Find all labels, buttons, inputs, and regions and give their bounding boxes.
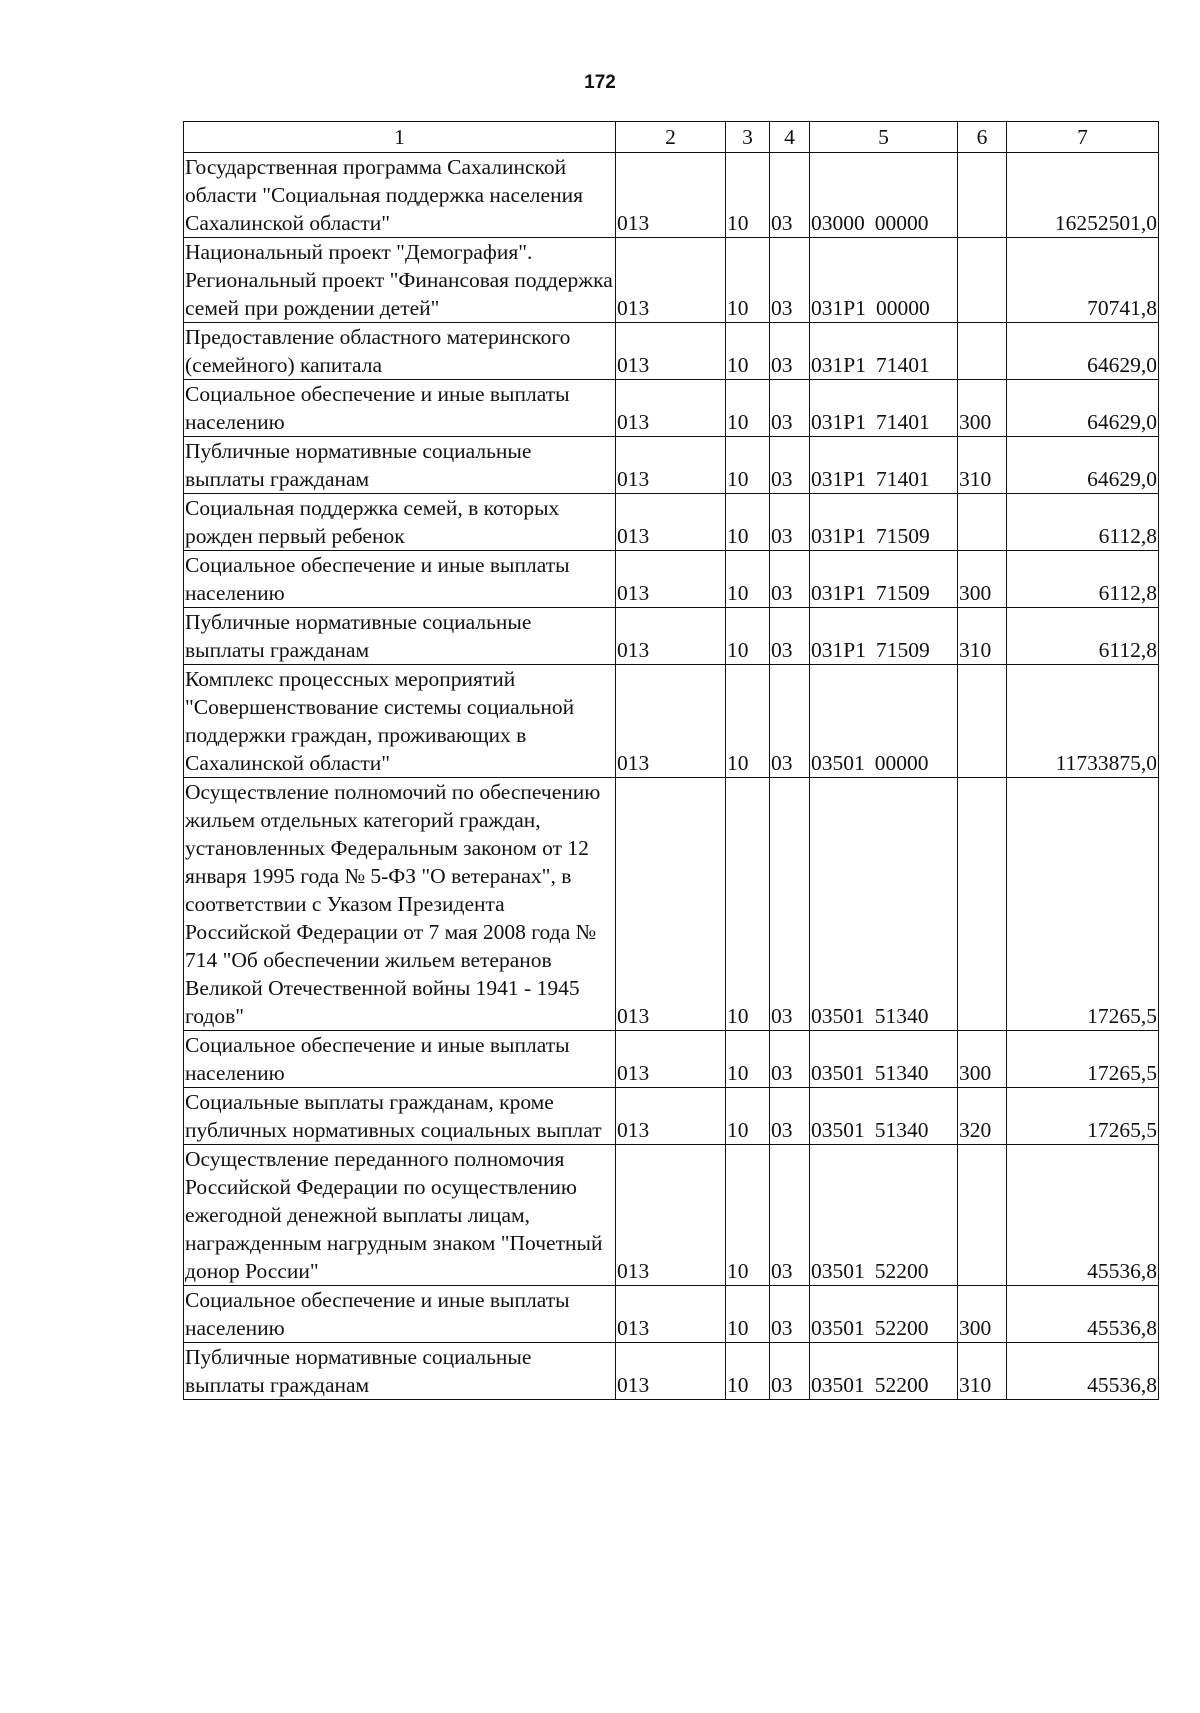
row-col-5 — [810, 1031, 958, 1088]
table-row — [184, 380, 1159, 437]
table-row — [184, 608, 1159, 665]
row-col-5 — [810, 1145, 958, 1286]
row-col-5 — [810, 778, 958, 1031]
direction-code: 71509 — [875, 638, 930, 662]
row-col-6: 310 — [958, 437, 1007, 494]
row-amount: 64629,0 — [1007, 323, 1159, 380]
row-name: Социальные выплаты гражданам, кроме публичных нормативных социальных выплат — [184, 1088, 616, 1145]
target-code: 03501 — [811, 1118, 865, 1142]
header-cell-6: 6 — [958, 122, 1007, 153]
header-cell-1: 1 — [184, 122, 616, 153]
row-name: Публичные нормативные социальные выплаты гражданам — [184, 437, 616, 494]
row-name: Социальное обеспечение и иные выплаты населению — [184, 1286, 616, 1343]
row-col-5 — [810, 608, 958, 665]
header-row — [184, 122, 1159, 153]
target-code: 03501 — [811, 751, 865, 775]
row-col-6 — [958, 1145, 1007, 1286]
target-code: 031Р1 — [811, 467, 866, 491]
row-col-6 — [958, 665, 1007, 778]
table-row — [184, 238, 1159, 323]
row-col-3: 10 — [726, 1088, 770, 1145]
row-name: Предоставление областного материнского (семейного) капитала — [184, 323, 616, 380]
row-col-4: 03 — [770, 1088, 810, 1145]
row-col-2: 013 — [616, 238, 726, 323]
row-col-4: 03 — [770, 1031, 810, 1088]
row-col-5 — [810, 494, 958, 551]
table-body — [184, 153, 1159, 1400]
header-cell-4: 4 — [770, 122, 810, 153]
direction-code: 51340 — [874, 1004, 929, 1028]
row-col-2: 013 — [616, 1145, 726, 1286]
row-col-4: 03 — [770, 608, 810, 665]
row-col-5 — [810, 380, 958, 437]
row-col-3: 10 — [726, 238, 770, 323]
table-row — [184, 1145, 1159, 1286]
table-row — [184, 1343, 1159, 1400]
direction-code: 51340 — [874, 1118, 929, 1142]
row-name: Публичные нормативные социальные выплаты гражданам — [184, 1343, 616, 1400]
row-col-3: 10 — [726, 437, 770, 494]
row-col-4: 03 — [770, 238, 810, 323]
row-name: Осуществление переданного полномочия Российской Федерации по осуществлению ежегодной денежной выплаты лицам, награжденным нагрудным знаком "Почетный донор России" — [184, 1145, 616, 1286]
row-col-2: 013 — [616, 1343, 726, 1400]
row-col-2: 013 — [616, 778, 726, 1031]
row-col-5 — [810, 153, 958, 238]
target-code: 031Р1 — [811, 524, 866, 548]
row-amount: 45536,8 — [1007, 1145, 1159, 1286]
row-col-4: 03 — [770, 1145, 810, 1286]
row-amount: 45536,8 — [1007, 1343, 1159, 1400]
row-col-6 — [958, 238, 1007, 323]
row-col-4: 03 — [770, 153, 810, 238]
direction-code: 71509 — [875, 524, 930, 548]
header-cell-5: 5 — [810, 122, 958, 153]
target-code: 031Р1 — [811, 638, 866, 662]
row-col-3: 10 — [726, 323, 770, 380]
budget-table — [183, 121, 1159, 1400]
row-col-6: 310 — [958, 608, 1007, 665]
target-code: 03501 — [811, 1373, 865, 1397]
row-col-5 — [810, 665, 958, 778]
row-col-3: 10 — [726, 1145, 770, 1286]
row-col-2: 013 — [616, 1286, 726, 1343]
table-row — [184, 1286, 1159, 1343]
table-row — [184, 437, 1159, 494]
row-col-6: 320 — [958, 1088, 1007, 1145]
row-col-4: 03 — [770, 1286, 810, 1343]
row-amount: 17265,5 — [1007, 1088, 1159, 1145]
row-name: Публичные нормативные социальные выплаты гражданам — [184, 608, 616, 665]
target-code: 031Р1 — [811, 410, 866, 434]
row-col-4: 03 — [770, 665, 810, 778]
row-col-2: 013 — [616, 551, 726, 608]
target-code: 03000 — [811, 211, 865, 235]
page-number: 172 — [584, 72, 616, 93]
table-row — [184, 665, 1159, 778]
direction-code: 71401 — [875, 353, 930, 377]
row-col-6 — [958, 323, 1007, 380]
row-col-2: 013 — [616, 323, 726, 380]
row-name: Социальная поддержка семей, в которых рожден первый ребенок — [184, 494, 616, 551]
row-col-4: 03 — [770, 437, 810, 494]
row-amount: 17265,5 — [1007, 778, 1159, 1031]
row-name: Социальное обеспечение и иные выплаты населению — [184, 551, 616, 608]
row-col-4: 03 — [770, 380, 810, 437]
row-amount: 11733875,0 — [1007, 665, 1159, 778]
row-col-5 — [810, 238, 958, 323]
row-amount: 64629,0 — [1007, 380, 1159, 437]
direction-code: 71509 — [875, 581, 930, 605]
header-cell-2: 2 — [616, 122, 726, 153]
row-amount: 17265,5 — [1007, 1031, 1159, 1088]
row-col-5 — [810, 551, 958, 608]
row-col-3: 10 — [726, 380, 770, 437]
row-col-6: 300 — [958, 1031, 1007, 1088]
row-amount: 64629,0 — [1007, 437, 1159, 494]
header-cell-7: 7 — [1007, 122, 1159, 153]
table-row — [184, 1088, 1159, 1145]
table-row — [184, 778, 1159, 1031]
row-amount: 70741,8 — [1007, 238, 1159, 323]
row-name: Социальное обеспечение и иные выплаты населению — [184, 380, 616, 437]
row-col-4: 03 — [770, 551, 810, 608]
direction-code: 52200 — [874, 1373, 929, 1397]
row-col-6: 310 — [958, 1343, 1007, 1400]
header-cell-3: 3 — [726, 122, 770, 153]
row-amount: 6112,8 — [1007, 494, 1159, 551]
row-col-2: 013 — [616, 1031, 726, 1088]
table-row — [184, 153, 1159, 238]
target-code: 031Р1 — [811, 353, 866, 377]
row-col-6: 300 — [958, 380, 1007, 437]
direction-code: 71401 — [875, 467, 930, 491]
row-col-4: 03 — [770, 1343, 810, 1400]
row-col-5 — [810, 1286, 958, 1343]
row-amount: 6112,8 — [1007, 551, 1159, 608]
row-name: Комплекс процессных мероприятий "Совершенствование системы социальной поддержки граждан, проживающих в Сахалинской области" — [184, 665, 616, 778]
target-code: 03501 — [811, 1316, 865, 1340]
row-col-3: 10 — [726, 778, 770, 1031]
row-col-4: 03 — [770, 494, 810, 551]
target-code: 03501 — [811, 1004, 865, 1028]
row-col-3: 10 — [726, 1286, 770, 1343]
row-col-3: 10 — [726, 1343, 770, 1400]
row-col-2: 013 — [616, 608, 726, 665]
row-col-2: 013 — [616, 665, 726, 778]
row-col-6: 300 — [958, 1286, 1007, 1343]
row-col-5 — [810, 1088, 958, 1145]
direction-code: 52200 — [874, 1259, 929, 1283]
target-code: 03501 — [811, 1061, 865, 1085]
row-col-4: 03 — [770, 778, 810, 1031]
row-col-2: 013 — [616, 1088, 726, 1145]
row-col-4: 03 — [770, 323, 810, 380]
row-col-3: 10 — [726, 551, 770, 608]
row-name: Государственная программа Сахалинской области "Социальная поддержка населения Сахалинской области" — [184, 153, 616, 238]
target-code: 031Р1 — [811, 581, 866, 605]
row-col-5 — [810, 1343, 958, 1400]
row-col-6 — [958, 494, 1007, 551]
row-col-5 — [810, 437, 958, 494]
row-amount: 16252501,0 — [1007, 153, 1159, 238]
row-name: Социальное обеспечение и иные выплаты населению — [184, 1031, 616, 1088]
row-col-3: 10 — [726, 1031, 770, 1088]
row-col-6 — [958, 153, 1007, 238]
row-amount: 6112,8 — [1007, 608, 1159, 665]
row-col-2: 013 — [616, 437, 726, 494]
direction-code: 71401 — [875, 410, 930, 434]
direction-code: 00000 — [874, 211, 929, 235]
row-col-3: 10 — [726, 608, 770, 665]
target-code: 031Р1 — [811, 296, 866, 320]
row-col-2: 013 — [616, 494, 726, 551]
table-row — [184, 1031, 1159, 1088]
direction-code: 52200 — [874, 1316, 929, 1340]
direction-code: 00000 — [874, 751, 929, 775]
row-col-3: 10 — [726, 494, 770, 551]
row-col-3: 10 — [726, 665, 770, 778]
direction-code: 51340 — [874, 1061, 929, 1085]
direction-code: 00000 — [875, 296, 930, 320]
row-col-2: 013 — [616, 380, 726, 437]
row-col-2: 013 — [616, 153, 726, 238]
row-col-5 — [810, 323, 958, 380]
table-row — [184, 323, 1159, 380]
row-name: Осуществление полномочий по обеспечению жильем отдельных категорий граждан, установленных Федеральным законом от 12 января 1995 года № 5-ФЗ "О ветеранах", в соответствии с Указом Президента Российской Федерации от 7 мая 2008 года № 714 "Об обеспечении жильем ветеранов Великой Отечественной войны 1941 - 1945 годов" — [184, 778, 616, 1031]
target-code: 03501 — [811, 1259, 865, 1283]
table-row — [184, 494, 1159, 551]
table-row — [184, 551, 1159, 608]
row-col-6 — [958, 778, 1007, 1031]
row-col-6: 300 — [958, 551, 1007, 608]
row-amount: 45536,8 — [1007, 1286, 1159, 1343]
row-col-3: 10 — [726, 153, 770, 238]
row-name: Национальный проект "Демография". Региональный проект "Финансовая поддержка семей при рождении детей" — [184, 238, 616, 323]
